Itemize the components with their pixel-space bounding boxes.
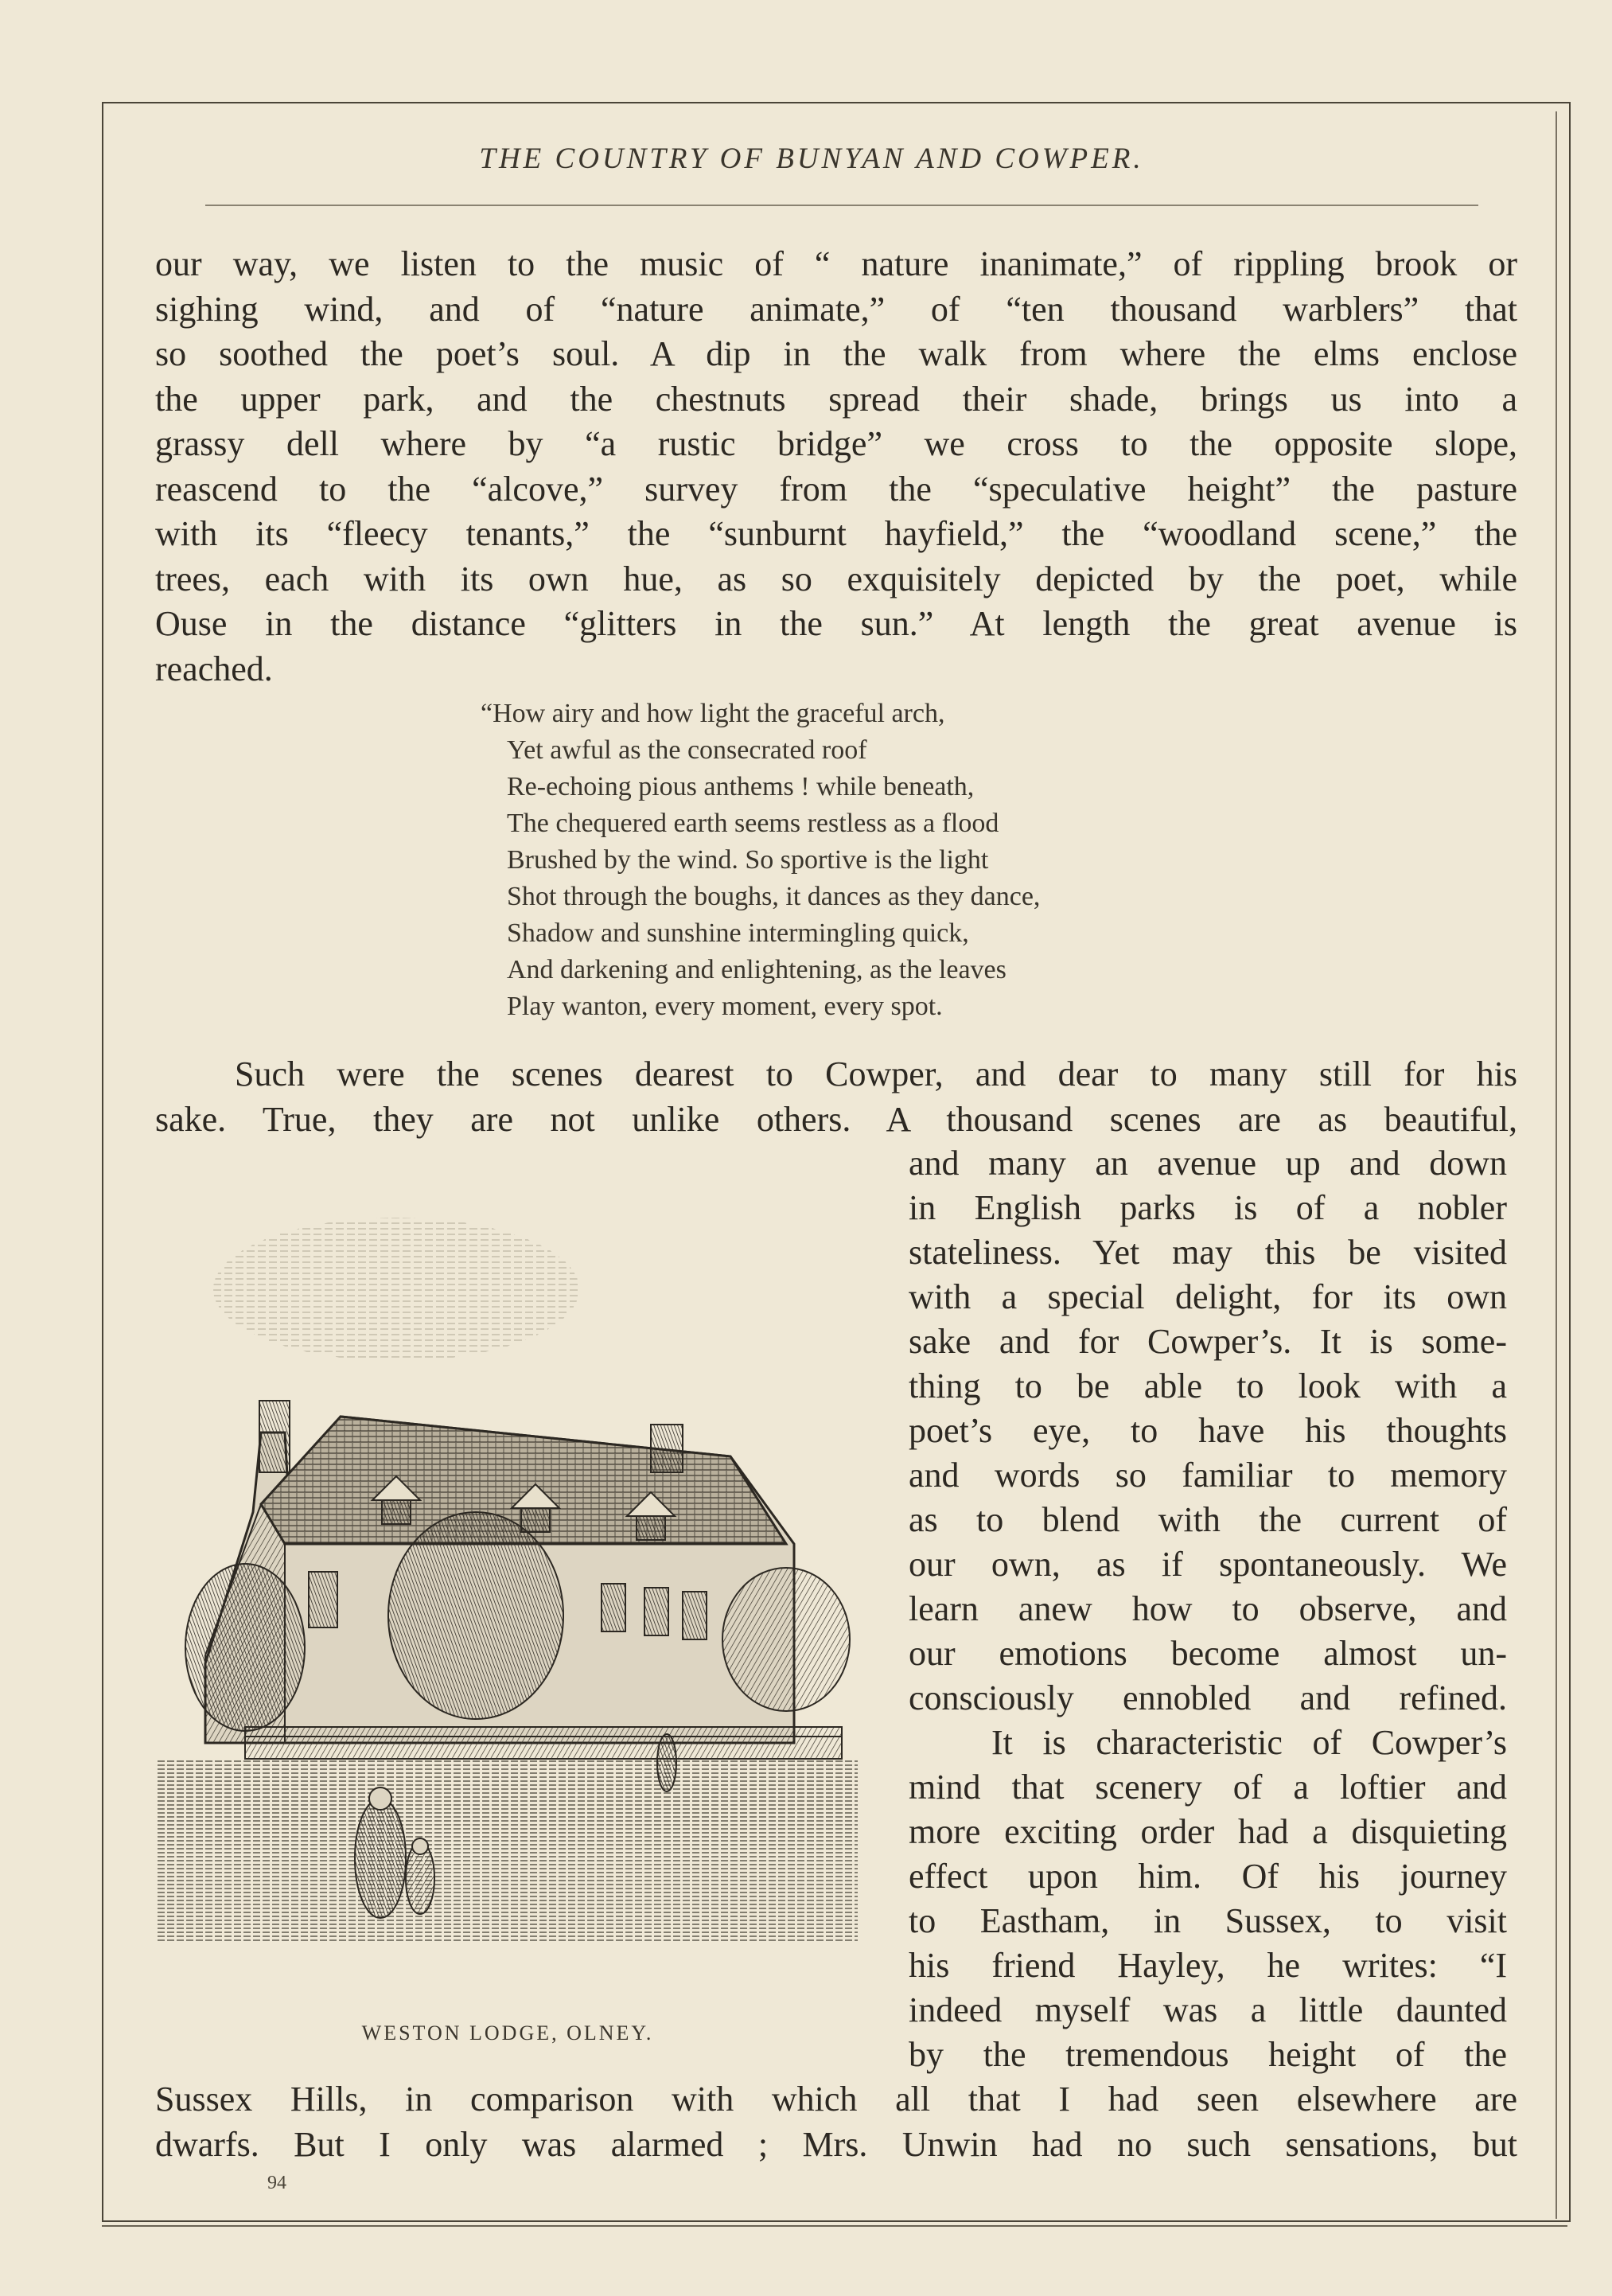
text-line: It is characteristic of Cowper’s (991, 1723, 1507, 1762)
text-line: indeed myself was a little daunted (909, 1990, 1507, 2029)
text-line: our emotions become almost un- (909, 1634, 1507, 1673)
text-line: so soothed the poet’s soul. A dip in the walk from where the elms enclose (155, 334, 1517, 373)
text-line: stateliness. Yet may this be visited (909, 1233, 1507, 1272)
verse-line: Shadow and sunshine intermingling quick, (507, 918, 969, 948)
text-line: dwarfs. But I only was alarmed ; Mrs. Unwin had no such sensations, but (155, 2124, 1517, 2164)
text-line: the upper park, and the chestnuts spread their shade, brings us into a (155, 379, 1517, 419)
text-line: by the tremendous height of the (909, 2035, 1507, 2074)
text-line: poet’s eye, to have his thoughts (909, 1411, 1507, 1450)
paragraph-2-wrapped-column (909, 1141, 1507, 2077)
text-line: as to blend with the current of (909, 1500, 1507, 1539)
weston-lodge-engraving (158, 1170, 858, 1974)
text-line: grassy dell where by “a rustic bridge” we cross to the opposite slope, (155, 424, 1517, 463)
text-line: reached. (155, 649, 273, 688)
page-border-inner-right (1556, 111, 1557, 2219)
text-line: our own, as if spontaneously. We (909, 1545, 1507, 1584)
text-line: more exciting order had a disquieting (909, 1812, 1507, 1851)
text-line: thing to be able to look with a (909, 1366, 1507, 1405)
text-line: sake. True, they are not unlike others. A thousand scenes are as beautiful, (155, 1099, 1517, 1139)
text-line: in English parks is of a nobler (909, 1188, 1507, 1227)
verse-line: And darkening and enlightening, as the leaves (507, 955, 1007, 984)
picket-fence (245, 1727, 842, 1759)
text-line: sighing wind, and of “nature animate,” of “ten thousand warblers” that (155, 289, 1517, 329)
text-line: Ouse in the distance “glitters in the sun.” At length the great avenue is (155, 604, 1517, 643)
text-line: and words so familiar to memory (909, 1456, 1507, 1495)
verse-line: Re-echoing pious anthems ! while beneath, (507, 772, 975, 801)
verse-line: Yet awful as the consecrated roof (507, 735, 867, 765)
text-line: mind that scenery of a loftier and (909, 1768, 1507, 1807)
text-line: to Eastham, in Sussex, to visit (909, 1901, 1507, 1940)
text-line: Sussex Hills, in comparison with which all that I had seen elsewhere are (155, 2080, 1517, 2119)
running-head: THE COUNTRY OF BUNYAN AND COWPER. (479, 142, 1144, 175)
sky-shading (213, 1218, 579, 1361)
paragraph-1 (155, 242, 1517, 692)
page-border-bottom-rule (102, 2225, 1567, 2227)
text-line: and many an avenue up and down (909, 1144, 1507, 1183)
page-number: 94 (267, 2173, 286, 2193)
paragraph-2 (155, 1052, 1517, 1142)
verse-line: The chequered earth seems restless as a flood (507, 809, 999, 838)
paragraph-2-continued (155, 2077, 1517, 2167)
verse-line: Brushed by the wind. So sportive is the light (507, 845, 989, 875)
text-line: his friend Hayley, he writes: “I (909, 1946, 1507, 1985)
text-line: trees, each with its own hue, as so exquisitely depicted by the poet, while (155, 559, 1517, 598)
text-line: sake and for Cowper’s. It is some- (909, 1322, 1507, 1361)
text-line: our way, we listen to the music of “ nature inanimate,” of rippling brook or (155, 244, 1517, 283)
text-line: effect upon him. Of his journey (909, 1857, 1507, 1896)
illustration-caption: WESTON LODGE, OLNEY. (361, 2021, 654, 2045)
text-line: with a special delight, for its own (909, 1277, 1507, 1316)
verse-line: Play wanton, every moment, every spot. (507, 992, 943, 1021)
verse-line: Shot through the boughs, it dances as they dance, (507, 882, 1041, 911)
verse-line: “How airy and how light the graceful arch, (481, 699, 945, 728)
text-line: learn anew how to observe, and (909, 1589, 1507, 1628)
text-line: Such were the scenes dearest to Cowper, and dear to many still for his (235, 1054, 1517, 1093)
text-line: with its “fleecy tenants,” the “sunburnt hayfield,” the “woodland scene,” the (155, 514, 1517, 553)
verse-quotation (481, 696, 1276, 1025)
text-line: consciously ennobled and refined. (909, 1678, 1507, 1717)
foreground-ground (158, 1759, 858, 1942)
header-rule (205, 205, 1478, 206)
text-line: reascend to the “alcove,” survey from the “speculative height” the pasture (155, 469, 1517, 509)
